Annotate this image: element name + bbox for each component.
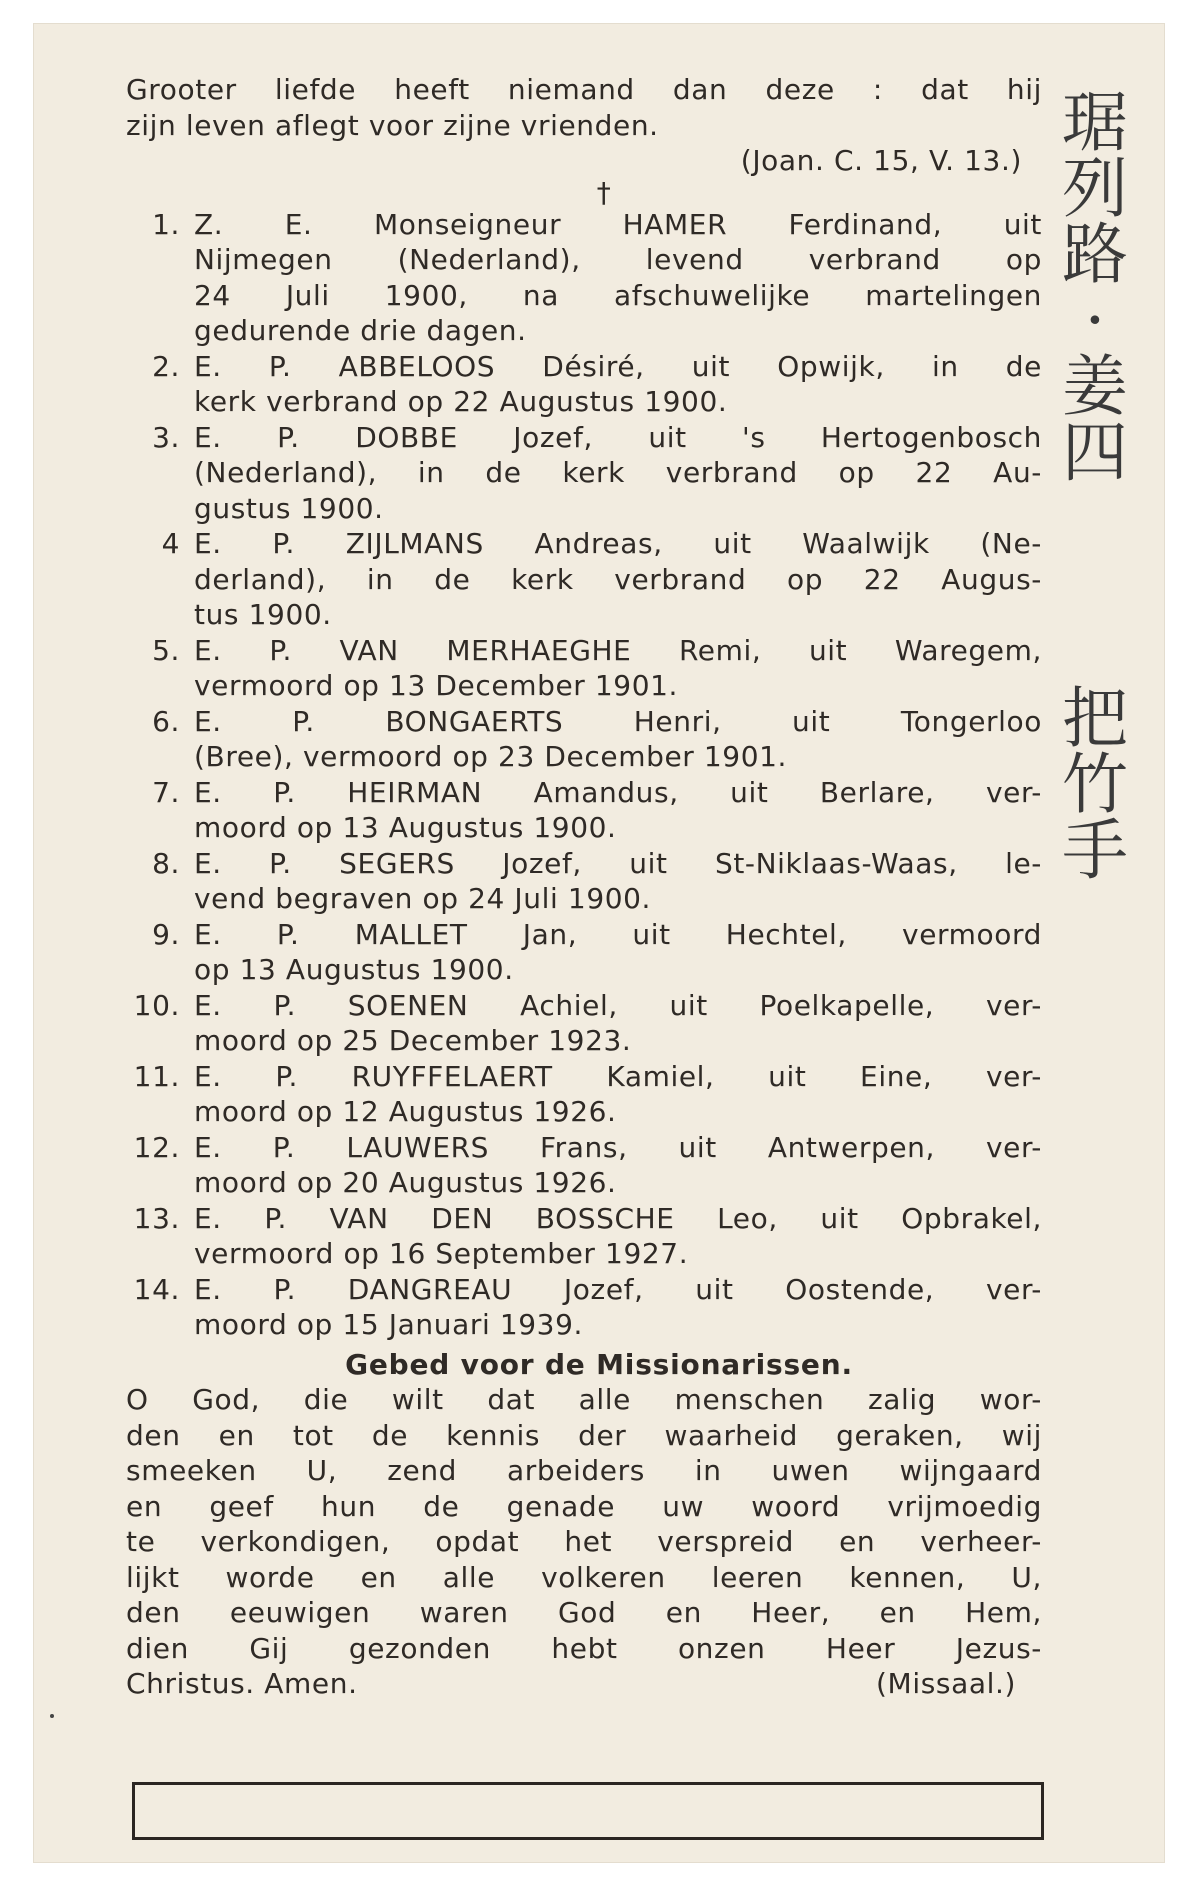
- entry-line: E. P. MALLET Jan, uit Hechtel, vermoord: [194, 917, 1042, 951]
- entry-line: Nijmegen (Nederland), levend verbrand op: [194, 243, 1042, 276]
- entry-number: 10.: [133, 988, 180, 1022]
- list-item: [126, 420, 1042, 527]
- entry-text: [194, 1272, 1042, 1343]
- entry-line: E. P. RUYFFELAERT Kamiel, uit Eine, ver-: [194, 1059, 1042, 1093]
- epigraph: [126, 72, 1042, 143]
- entry-number: 9.: [152, 917, 180, 951]
- entry-text: [194, 704, 1042, 775]
- entry-line: derland), in de kerk verbrand op 22 Augus-: [194, 562, 1042, 596]
- entry-line: E. P. VAN DEN BOSSCHE Leo, uit Opbrakel,: [194, 1201, 1042, 1235]
- handwritten-character: 把: [1062, 680, 1128, 757]
- entry-line: E. P. DANGREAU Jozef, uit Oostende, ver-: [194, 1272, 1042, 1306]
- entry-text: [194, 207, 1042, 349]
- printed-text: [126, 72, 1042, 1702]
- entry-line: op 13 Augustus 1900.: [194, 953, 514, 986]
- empty-frame-box: [132, 1782, 1044, 1840]
- handwritten-character: 琚: [1062, 84, 1128, 161]
- epigraph-citation: (Joan. C. 15, V. 13.): [740, 144, 1022, 177]
- list-item: [126, 704, 1042, 775]
- entry-text: [194, 633, 1042, 704]
- prayer-line: lijkt worde en alle volkeren leeren kennen, U,: [126, 1560, 1042, 1594]
- entry-line: moord op 25 December 1923.: [194, 1024, 632, 1057]
- entry-text: [194, 1130, 1042, 1201]
- prayer-line: te verkondigen, opdat het verspreid en verheer-: [126, 1525, 1042, 1558]
- list-item: [126, 207, 1042, 349]
- ink-dot: [50, 1714, 54, 1718]
- entry-line: E. P. SOENEN Achiel, uit Poelkapelle, ver-: [194, 988, 1042, 1022]
- entry-number: 4: [161, 527, 180, 560]
- list-item: [126, 1059, 1042, 1130]
- entry-number: 2.: [152, 349, 180, 383]
- entry-line: gustus 1900.: [194, 491, 384, 525]
- entry-number: 1.: [152, 207, 180, 241]
- prayer-line: smeeken U, zend arbeiders in uwen wijngaard: [126, 1454, 1042, 1487]
- entry-line: E. P. VAN MERHAEGHE Remi, uit Waregem,: [194, 633, 1042, 667]
- entry-line: E. P. LAUWERS Frans, uit Antwerpen, ver-: [194, 1130, 1042, 1164]
- entry-line: kerk verbrand op 22 Augustus 1900.: [194, 385, 728, 418]
- epigraph-line-2: zijn leven aflegt voor zijne vrienden.: [126, 108, 659, 142]
- entry-line: moord op 13 Augustus 1900.: [194, 811, 617, 844]
- entry-number: 8.: [152, 846, 180, 880]
- handwritten-character: 四: [1062, 414, 1128, 491]
- entry-text: [194, 349, 1042, 420]
- entry-number: 5.: [152, 633, 180, 667]
- entry-text: [194, 526, 1042, 633]
- prayer-line: den eeuwigen waren God en Heer, en Hem,: [126, 1596, 1042, 1629]
- list-item: [126, 1272, 1042, 1343]
- list-item: [126, 988, 1042, 1059]
- cross-symbol: †: [596, 175, 612, 209]
- list-item: [126, 633, 1042, 704]
- list-item: [126, 1201, 1042, 1272]
- handwritten-character: 竹: [1062, 746, 1128, 823]
- entry-line: tus 1900.: [194, 598, 332, 631]
- entry-number: 11.: [133, 1059, 180, 1093]
- list-item: [126, 775, 1042, 846]
- prayer-line: dien Gij gezonden hebt onzen Heer Jezus-: [126, 1631, 1042, 1665]
- entry-number: 3.: [152, 420, 180, 454]
- handwritten-character: 姜: [1062, 348, 1128, 425]
- entry-text: [194, 1201, 1042, 1272]
- entry-text: [194, 988, 1042, 1059]
- handwritten-character: 手: [1062, 812, 1128, 889]
- entry-line: vermoord op 13 December 1901.: [194, 669, 679, 702]
- prayer-title: Gebed voor de Missionarissen.: [345, 1347, 853, 1381]
- entry-text: [194, 917, 1042, 988]
- entry-number: 13.: [133, 1201, 180, 1235]
- entry-number: 6.: [152, 704, 180, 738]
- entry-number: 14.: [133, 1272, 180, 1306]
- entry-line: E. P. ZIJLMANS Andreas, uit Waalwijk (Ne-: [194, 527, 1042, 560]
- epigraph-line-1: Grooter liefde heeft niemand dan deze : dat hij: [126, 73, 1042, 106]
- entry-line: E. P. SEGERS Jozef, uit St-Niklaas-Waas, le-: [194, 846, 1042, 880]
- entry-number: 7.: [152, 775, 180, 809]
- prayer-source: (Missaal.): [876, 1667, 1016, 1700]
- entry-line: vend begraven op 24 Juli 1900.: [194, 882, 652, 915]
- entry-line: E. P. BONGAERTS Henri, uit Tongerloo: [194, 704, 1042, 738]
- prayer-line: O God, die wilt dat alle menschen zalig wor-: [126, 1383, 1042, 1416]
- entry-line: (Bree), vermoord op 23 December 1901.: [194, 740, 788, 773]
- entry-text: [194, 420, 1042, 527]
- entry-line: vermoord op 16 September 1927.: [194, 1237, 689, 1270]
- entry-line: E. P. HEIRMAN Amandus, uit Berlare, ver-: [194, 775, 1042, 809]
- handwritten-character: 列: [1062, 150, 1128, 227]
- entry-line: 24 Juli 1900, na afschuwelijke martelingen: [194, 278, 1042, 312]
- entry-line: gedurende drie dagen.: [194, 314, 527, 347]
- entry-number: 12.: [133, 1130, 180, 1164]
- prayer-line: en geef hun de genade uw woord vrijmoedig: [126, 1489, 1042, 1523]
- entry-line: (Nederland), in de kerk verbrand op 22 Au-: [194, 456, 1042, 489]
- entry-line: E. P. DOBBE Jozef, uit 's Hertogenbosch: [194, 420, 1042, 454]
- entry-line: moord op 15 Januari 1939.: [194, 1308, 583, 1341]
- entry-line: E. P. ABBELOOS Désiré, uit Opwijk, in de: [194, 349, 1042, 383]
- entry-text: [194, 846, 1042, 917]
- list-item: [126, 1130, 1042, 1201]
- entry-line: moord op 20 Augustus 1926.: [194, 1166, 617, 1199]
- handwritten-character: 路: [1062, 216, 1128, 293]
- entry-line: moord op 12 Augustus 1926.: [194, 1095, 617, 1128]
- entry-line: Z. E. Monseigneur HAMER Ferdinand, uit: [194, 207, 1042, 241]
- handwritten-upper: [1040, 84, 1150, 491]
- list-item: [126, 349, 1042, 420]
- prayer-line: den en tot de kennis der waarheid geraken, wij: [126, 1418, 1042, 1452]
- entry-text: [194, 775, 1042, 846]
- martyr-list: [126, 207, 1042, 1343]
- handwritten-lower: [1040, 680, 1150, 889]
- handwritten-character: ·: [1084, 282, 1106, 359]
- prayer-last-line: Christus. Amen.: [126, 1667, 358, 1700]
- entry-text: [194, 1059, 1042, 1130]
- handwritten-annotation: [1040, 84, 1150, 889]
- list-item: [126, 846, 1042, 917]
- list-item: [126, 526, 1042, 633]
- list-item: [126, 917, 1042, 988]
- prayer-text: [126, 1382, 1042, 1666]
- prayer-end-line: [126, 1666, 1042, 1702]
